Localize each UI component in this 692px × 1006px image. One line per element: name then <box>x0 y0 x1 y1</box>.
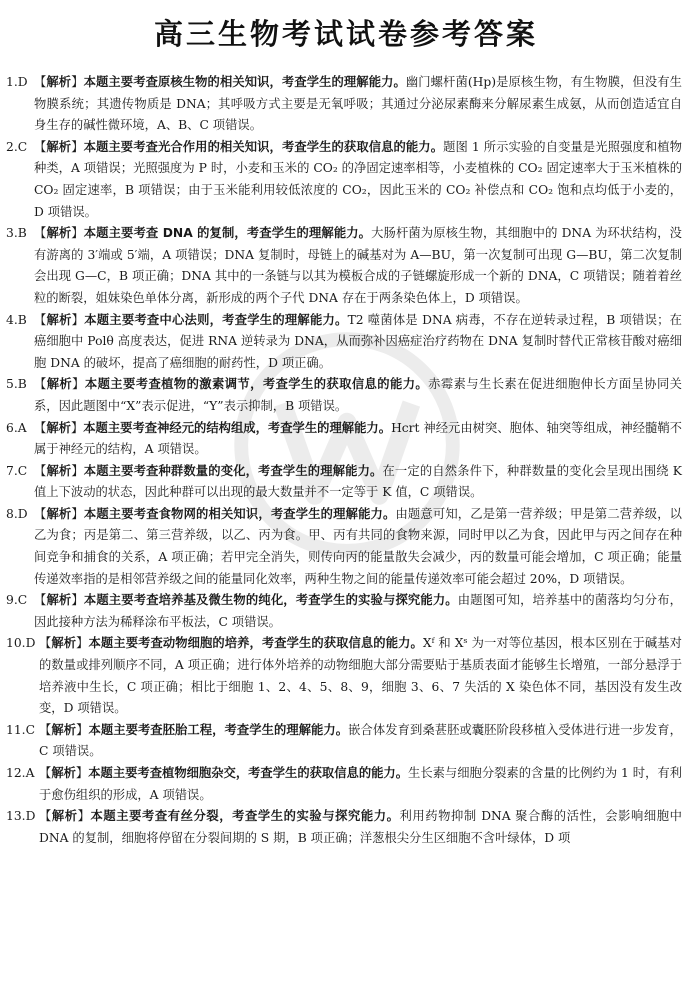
answer-number: 13.D <box>6 809 36 824</box>
answer-item <box>6 223 682 309</box>
answer-item <box>6 633 682 719</box>
analysis-tag: 【解析】 <box>34 463 84 478</box>
answer-lead: 本题主要考查培养基及微生物的纯化，考查学生的实验与探究能力。 <box>83 593 458 608</box>
answer-item <box>6 806 682 849</box>
answer-item <box>6 461 682 504</box>
analysis-tag: 【解析】 <box>34 377 85 392</box>
answer-lead: 本题主要考查植物细胞杂交，考查学生的获取信息的能力。 <box>88 766 409 780</box>
answer-number: 8.D <box>6 506 28 521</box>
analysis-tag: 【解析】 <box>34 75 84 89</box>
answer-body: 嵌合体发育到桑葚胚或囊胚阶段移植入受体进行进一步发育，C 项错误。 <box>39 722 682 759</box>
answer-item <box>6 590 682 633</box>
answer-lead: 本题主要考查 DNA 的复制，考查学生的理解能力。 <box>83 226 372 241</box>
answer-lead: 本题主要考查植物的激素调节，考查学生的获取信息的能力。 <box>84 377 429 392</box>
analysis-tag: 【解析】 <box>34 593 84 608</box>
analysis-tag: 【解析】 <box>34 506 84 521</box>
answer-lead: 本题主要考查种群数量的变化，考查学生的理解能力。 <box>83 463 383 478</box>
answer-item <box>6 72 682 137</box>
answer-number: 2.C <box>6 139 28 154</box>
analysis-tag: 【解析】 <box>39 809 91 824</box>
answer-body: 赤霉素与生长素在促进细胞伸长方面呈协同关系，因此题图中“X”表示促进，“Y”表示抑制，B 项错误。 <box>34 377 682 413</box>
answer-lead: 本题主要考查动物细胞的培养，考查学生的获取信息的能力。 <box>88 636 423 651</box>
answer-number: 4.B <box>6 312 27 327</box>
answer-lead: 本题主要考查神经元的结构组成，考查学生的理解能力。 <box>83 420 392 435</box>
answer-lead: 本题主要考查有丝分裂，考查学生的实验与探究能力。 <box>90 809 400 824</box>
answer-body: 利用药物抑制 DNA 聚合酶的活性，会影响细胞中 DNA 的复制，细胞将停留在分裂间期的 S 期，B 项正确；洋葱根尖分生区细胞不含叶绿体，D 项 <box>39 809 682 845</box>
answer-list <box>6 72 682 849</box>
answer-number: 9.C <box>6 593 28 608</box>
analysis-tag: 【解析】 <box>39 722 89 737</box>
answer-number: 3.B <box>6 226 27 241</box>
answer-number: 5.B <box>6 377 27 392</box>
answer-body: Hcrt 神经元由树突、胞体、轴突等组成，神经髓鞘不属于神经元的结构，A 项错误。 <box>34 420 682 457</box>
answer-item <box>6 137 682 223</box>
analysis-tag: 【解析】 <box>39 636 89 651</box>
answer-number: 7.C <box>6 463 28 478</box>
answer-lead: 本题主要考查中心法则，考查学生的理解能力。 <box>84 312 348 327</box>
answer-number: 6.A <box>6 420 27 435</box>
answer-lead: 本题主要考查食物网的相关知识，考查学生的理解能力。 <box>83 506 396 521</box>
answer-body: 大肠杆菌为原核生物，其细胞中的 DNA 为环状结构，没有游离的 3′端或 5′端，A 项错误；DNA 复制时，母链上的碱基对为 A—BU，第一次复制可出现 G—BU，第二次复制会出现 G—C，B 项正确；DNA 其中的一条链与以其为模板合成的子链螺旋形成一个新的 DNA，C 项错误；随着着丝粒的断裂，姐妹染色单体分离，新形成的两个子代 DNA 存在于两条染色体上，D 项错误。 <box>34 226 682 305</box>
answer-body: 题图 1 所示实验的自变量是光照强度和植物种类，A 项错误；光照强度为 P 时，小麦和玉米的 CO₂ 的净固定速率相等，小麦植株的 CO₂ 固定速率大于玉米植株的 CO₂ 固定速率，B 项错误；由于玉米能利用较低浓度的 CO₂，因此玉米的 CO₂ 补偿点和 CO₂ 饱和点均低于小麦的，D 项错误。 <box>34 139 682 219</box>
answer-lead: 本题主要考查原核生物的相关知识，考查学生的理解能力。 <box>83 75 406 89</box>
answer-number: 1.D <box>6 75 28 89</box>
answer-body: T2 噬菌体是 DNA 病毒，不存在逆转录过程，B 项错误；在癌细胞中 Polθ 高度表达，促进 RNA 逆转录为 DNA，从而弥补因癌症治疗药物在 DNA 复制时替代正常核苷酸对癌细胞 DNA 的破坏，提高了癌细胞的耐药性，D 项正确。 <box>34 312 682 370</box>
answer-number: 10.D <box>6 636 36 651</box>
analysis-tag: 【解析】 <box>34 226 84 241</box>
answer-body: 生长素与细胞分裂素的含量的比例约为 1 时，有利于愈伤组织的形成，A 项错误。 <box>39 766 682 802</box>
answer-item <box>6 418 682 461</box>
answer-item <box>6 310 682 375</box>
answer-body: 由题图可知，培养基中的菌落均匀分布，因此接种方法为稀释涂布平板法，C 项错误。 <box>34 593 682 629</box>
analysis-tag: 【解析】 <box>39 766 89 780</box>
answer-item <box>6 504 682 590</box>
answer-number: 11.C <box>6 722 35 737</box>
answer-number: 12.A <box>6 766 35 780</box>
answer-item <box>6 374 682 417</box>
answer-item <box>6 763 682 806</box>
answer-body: Xᶠ 和 Xˢ 为一对等位基因，根本区别在于碱基对的数量或排列顺序不同，A 项正确；进行体外培养的动物细胞大部分需要贴于基质表面才能够生长增殖，一部分悬浮于培养液中生长，C 项正确；相比于细胞 1、2、4、5、8、9，细胞 3、6、7 失活的 X 染色体不同，基因没有发生改变，D 项错误。 <box>39 636 682 716</box>
analysis-tag: 【解析】 <box>34 420 84 435</box>
answer-lead: 本题主要考查光合作用的相关知识，考查学生的获取信息的能力。 <box>83 139 444 154</box>
page-title: 高三生物考试试卷参考答案 <box>153 17 538 51</box>
answer-body: 幽门螺杆菌(Hp)是原核生物，有生物膜，但没有生物膜系统；其遗传物质是 DNA；其呼吸方式主要是无氧呼吸；其通过分泌尿素酶来分解尿素生成氨，从而创造适宜自身生存的碱性微环境，A、B、C 项错误。 <box>34 75 682 133</box>
analysis-tag: 【解析】 <box>34 312 85 327</box>
answer-body: 由题意可知，乙是第一营养级；甲是第二营养级，以乙为食；丙是第二、第三营养级，以乙、丙为食。甲、丙有共同的食物来源，同时甲以乙为食，因此甲与丙之间存在种间竞争和捕食的关系，A 项正确；若甲完全消失，则传向丙的能量散失会减少，丙的数量可能会增加，C 项正确；能量传递效率指的是相邻营养级之间的能量同化效率，两种生物之间的能量传递效率可能会超过 20%，D 项错误。 <box>34 506 682 586</box>
answer-lead: 本题主要考查胚胎工程，考查学生的理解能力。 <box>88 722 349 737</box>
answer-body: 在一定的自然条件下，种群数量的变化会呈现出围绕 K 值上下波动的状态，因此种群可以出现的最大数量并不一定等于 K 值，C 项错误。 <box>34 463 682 500</box>
answer-item <box>6 720 682 763</box>
analysis-tag: 【解析】 <box>34 139 84 154</box>
